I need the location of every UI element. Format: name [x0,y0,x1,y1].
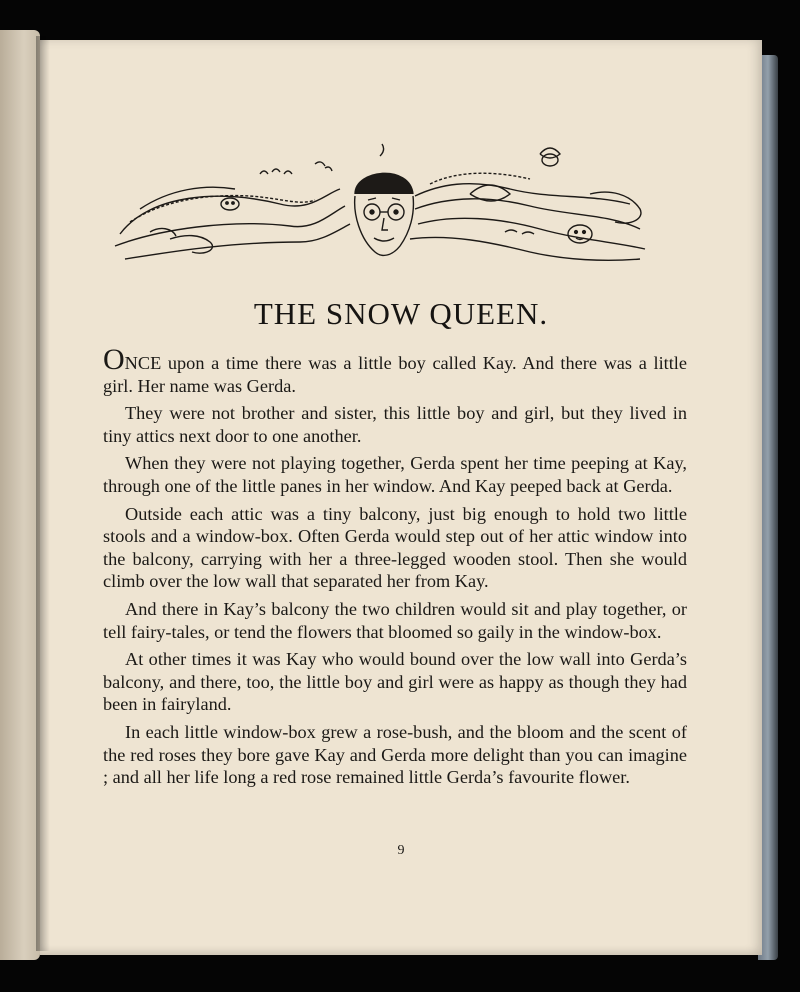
headpiece-illustration [110,134,650,274]
page-number: 9 [397,843,405,858]
paragraph-5: And there in Kay’s balcony the two children would sit and play together, or tell fairy-tales, or tend the flowers that bloomed so gaily in the window-box. [103,598,687,642]
paragraph-4: Outside each attic was a tiny balcony, just big enough to hold two little stools and a window-box. Often Gerda would step out of her attic window into the balcony, carrying with her a three-legged wooden stool. Then she would climb over the low wall that separated her from Kay. [103,503,687,592]
book-page [40,40,762,955]
paragraph-6: At other times it was Kay who would bound over the low wall into Gerda’s balcony, and there, too, the little boy and girl were as happy as though they had been in fairyland. [103,649,687,715]
paragraph-1 [103,343,687,397]
paragraph-3: When they were not playing together, Gerda spent her time peeping at Kay, through one of the little panes in her window. And Kay peeped back at Gerda. [103,453,687,496]
paragraph-7: In each little window-box grew a rose-bush, and the bloom and the scent of the red roses they bore gave Kay and Gerda more delight than you can imagine ; and all her life long a red rose remained little Gerda’s favourite flower. [103,721,687,788]
chapter-title: THE SNOW QUEEN. [253,296,549,331]
paragraph-2: They were not brother and sister, this little boy and girl, but they lived in tiny attics next door to one another. [103,403,687,446]
paragraph-1-text: NCE upon a time there was a little boy called Kay. And there was a little girl. Her name was Gerda. [103,353,687,396]
body-text [103,343,687,794]
drop-cap: O [103,343,125,376]
spine-shadow [36,36,50,951]
left-page-edge [0,30,40,960]
